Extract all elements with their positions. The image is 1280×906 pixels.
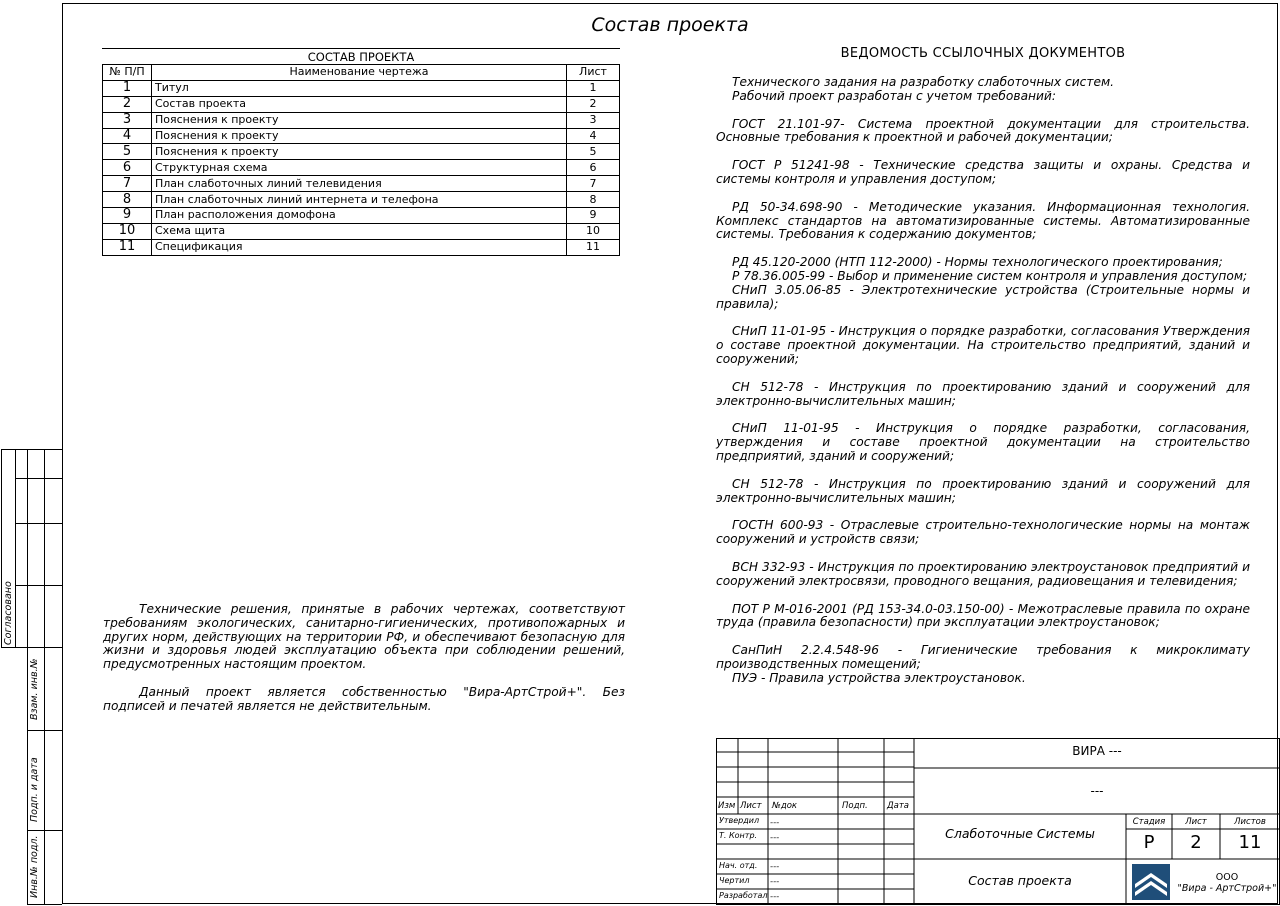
row-num: 4 [103, 128, 152, 144]
reference-item: Технического задания на разработку слаботочных систем. [732, 75, 1115, 89]
row-name: Схема щита [152, 223, 567, 239]
row-sheet: 8 [567, 192, 620, 208]
composition-row [103, 176, 620, 192]
row-num: 9 [103, 208, 152, 224]
project-notes [103, 603, 625, 728]
row-name: Структурная схема [152, 160, 567, 176]
row-sheet: 11 [567, 239, 620, 255]
name-drawn: --- [770, 877, 780, 887]
row-num: 1 [103, 80, 152, 96]
row-num: 6 [103, 160, 152, 176]
references-list [716, 76, 1250, 700]
company-logo-icon [1132, 864, 1170, 900]
reference-item: Р 78.36.005-99 - Выбор и применение систем контроля и управления доступом; [732, 268, 1248, 283]
row-num: 2 [103, 96, 152, 112]
composition-row [103, 112, 620, 128]
row-sheet: 10 [567, 223, 620, 239]
row-sheet: 5 [567, 144, 620, 160]
reference-item: СНиП 3.05.06-85 - Электротехнические устройства (Строительные нормы и правила); [716, 282, 1250, 311]
row-sheet: 7 [567, 176, 620, 192]
sheet-value: 2 [1190, 832, 1202, 853]
role-developed: Разработал [719, 891, 768, 900]
system-name: Слаботочные Системы [945, 826, 1095, 841]
role-drawn: Чертил [719, 876, 750, 885]
row-name: Пояснения к проекту [152, 128, 567, 144]
row-sheet: 1 [567, 80, 620, 96]
col-izm: Изм [718, 801, 736, 811]
composition-row [103, 239, 620, 255]
reference-item: ПУЭ - Правила устройства электроустановок. [732, 670, 1026, 685]
sheet-name: Состав проекта [968, 873, 1072, 888]
composition-row [103, 192, 620, 208]
name-head-dept: --- [770, 862, 780, 872]
row-name: Пояснения к проекту [152, 144, 567, 160]
reference-item: Рабочий проект разработан с учетом требований: [732, 88, 1056, 103]
row-num: 7 [103, 176, 152, 192]
col-list: Лист [740, 801, 762, 811]
composition-row [103, 144, 620, 160]
reference-item: РД 50-34.698-90 - Методические указания. Информационная технология. Комплекс стандартов на автоматизированные системы. Автоматизированные системы. Требования к содержанию документов; [716, 199, 1250, 242]
col-data: Дата [887, 801, 910, 811]
row-name: Спецификация [152, 239, 567, 255]
row-name: План слаботочных линий телевидения [152, 176, 567, 192]
note-paragraph: Данный проект является собственностью "Вира-АртСтрой+". Без подписей и печатей является не действительным. [103, 684, 625, 713]
name-developed: --- [770, 892, 780, 902]
reference-item: ГОСТН 600-93 - Отраслевые строительно-технологические нормы на монтаж сооружений и устройств связи; [716, 518, 1250, 547]
reference-item: СН 512-78 - Инструкция по проектированию зданий и сооружений для электронно-вычислительных машин; [716, 476, 1250, 505]
col-podp: Подп. [842, 801, 868, 811]
col-ndoc: №док [772, 801, 798, 811]
row-sheet: 6 [567, 160, 620, 176]
composition-row [103, 80, 620, 96]
row-name: Пояснения к проекту [152, 112, 567, 128]
composition-header-row [103, 65, 620, 81]
sheets-value: 11 [1238, 832, 1262, 853]
row-sheet: 4 [567, 128, 620, 144]
project-code: --- [1090, 784, 1104, 798]
name-tech-control: --- [770, 833, 780, 843]
row-num: 11 [103, 239, 152, 255]
reference-item: ГОСТ 21.101-97- Система проектной документации для строительства. Основные требования к проектной и рабочей документации; [716, 116, 1250, 145]
org-line1: ООО [1215, 872, 1239, 883]
reference-item: ВСН 332-93 - Инструкция по проектированию электроустановок предприятий и сооружений электросвязи, проводного вещания, радиовещания и телевидения; [716, 559, 1250, 588]
row-num: 10 [103, 223, 152, 239]
header-sheet: Лист [567, 65, 620, 81]
composition-row [103, 223, 620, 239]
composition-caption: СОСТАВ ПРОЕКТА [102, 48, 620, 64]
reference-item: ГОСТ Р 51241-98 - Технические средства защиты и охраны. Средства и системы контроля и управления доступом; [716, 158, 1250, 186]
row-sheet: 2 [567, 96, 620, 112]
sheets-label: Листов [1234, 817, 1266, 827]
row-sheet: 9 [567, 208, 620, 224]
composition-table [102, 64, 620, 256]
row-num: 8 [103, 192, 152, 208]
reference-item: ПОТ Р М-016-2001 (РД 153-34.0-03.150-00) - Межотраслевые правила по охране труда (правила безопасности) при эксплуатации электроустановок; [716, 601, 1250, 630]
page-title: Состав проекта [591, 14, 749, 36]
title-block [716, 738, 1280, 904]
reference-item: СН 512-78 - Инструкция по проектированию зданий и сооружений для электронно-вычислительных машин; [716, 379, 1250, 408]
row-sheet: 3 [567, 112, 620, 128]
row-name: План расположения домофона [152, 208, 567, 224]
inv-orig-label: Инв.№ подл. [29, 835, 40, 898]
composition-row [103, 128, 620, 144]
row-num: 3 [103, 112, 152, 128]
composition-body [103, 80, 620, 255]
sign-date-label: Подп. и дата [29, 757, 40, 822]
company-top: ВИРА --- [1072, 744, 1122, 758]
role-approved: Утвердил [719, 816, 760, 825]
stage-label: Стадия [1132, 817, 1166, 827]
composition-row [103, 160, 620, 176]
header-num: № П/П [103, 65, 152, 81]
org-line2: "Вира - АртСтрой+" [1177, 883, 1277, 894]
row-name: Состав проекта [152, 96, 567, 112]
note-paragraph: Технические решения, принятые в рабочих чертежах, соответствуют требованиям экологических, санитарно-гигиенических, противопожарных и других норм, действующих на территории РФ, и обеспечивают безопасную для жизни и здоровья людей эксплуатацию объекта при соблюдении решений, предусмотренных настоящим проектом. [103, 602, 625, 672]
reference-item: СНиП 11-01-95 - Инструкция о порядке разработки, согласования, утверждения и составе проектной документации на строительство предприятий, зданий и сооружений; [716, 421, 1250, 463]
header-name: Наименование чертежа [152, 65, 567, 81]
role-head-dept: Нач. отд. [719, 861, 758, 870]
row-num: 5 [103, 144, 152, 160]
replace-inv-label: Взам. инв.№ [29, 658, 40, 720]
role-tech-control: Т. Контр. [719, 831, 758, 840]
reference-item: РД 45.120-2000 (НТП 112-2000) - Нормы технологического проектирования; [732, 255, 1223, 270]
composition-row [103, 208, 620, 224]
sheet-label: Лист [1185, 817, 1207, 827]
references-title: ВЕДОМОСТЬ ССЫЛОЧНЫХ ДОКУМЕНТОВ [840, 46, 1126, 61]
row-name: Титул [152, 80, 567, 96]
reference-item: СНиП 11-01-95 - Инструкция о порядке разработки, согласования Утверждения о составе проектной документации. На строительство предприятий, зданий и сооружений; [716, 324, 1250, 366]
name-approved: --- [770, 818, 780, 828]
row-name: План слаботочных линий интернета и телефона [152, 192, 567, 208]
composition-row [103, 96, 620, 112]
agreed-label: Согласовано [3, 581, 14, 645]
reference-item: СанПиН 2.2.4.548-96 - Гигиенические требования к микроклимату производственных помещений; [716, 643, 1250, 671]
stage-value: Р [1143, 832, 1155, 853]
